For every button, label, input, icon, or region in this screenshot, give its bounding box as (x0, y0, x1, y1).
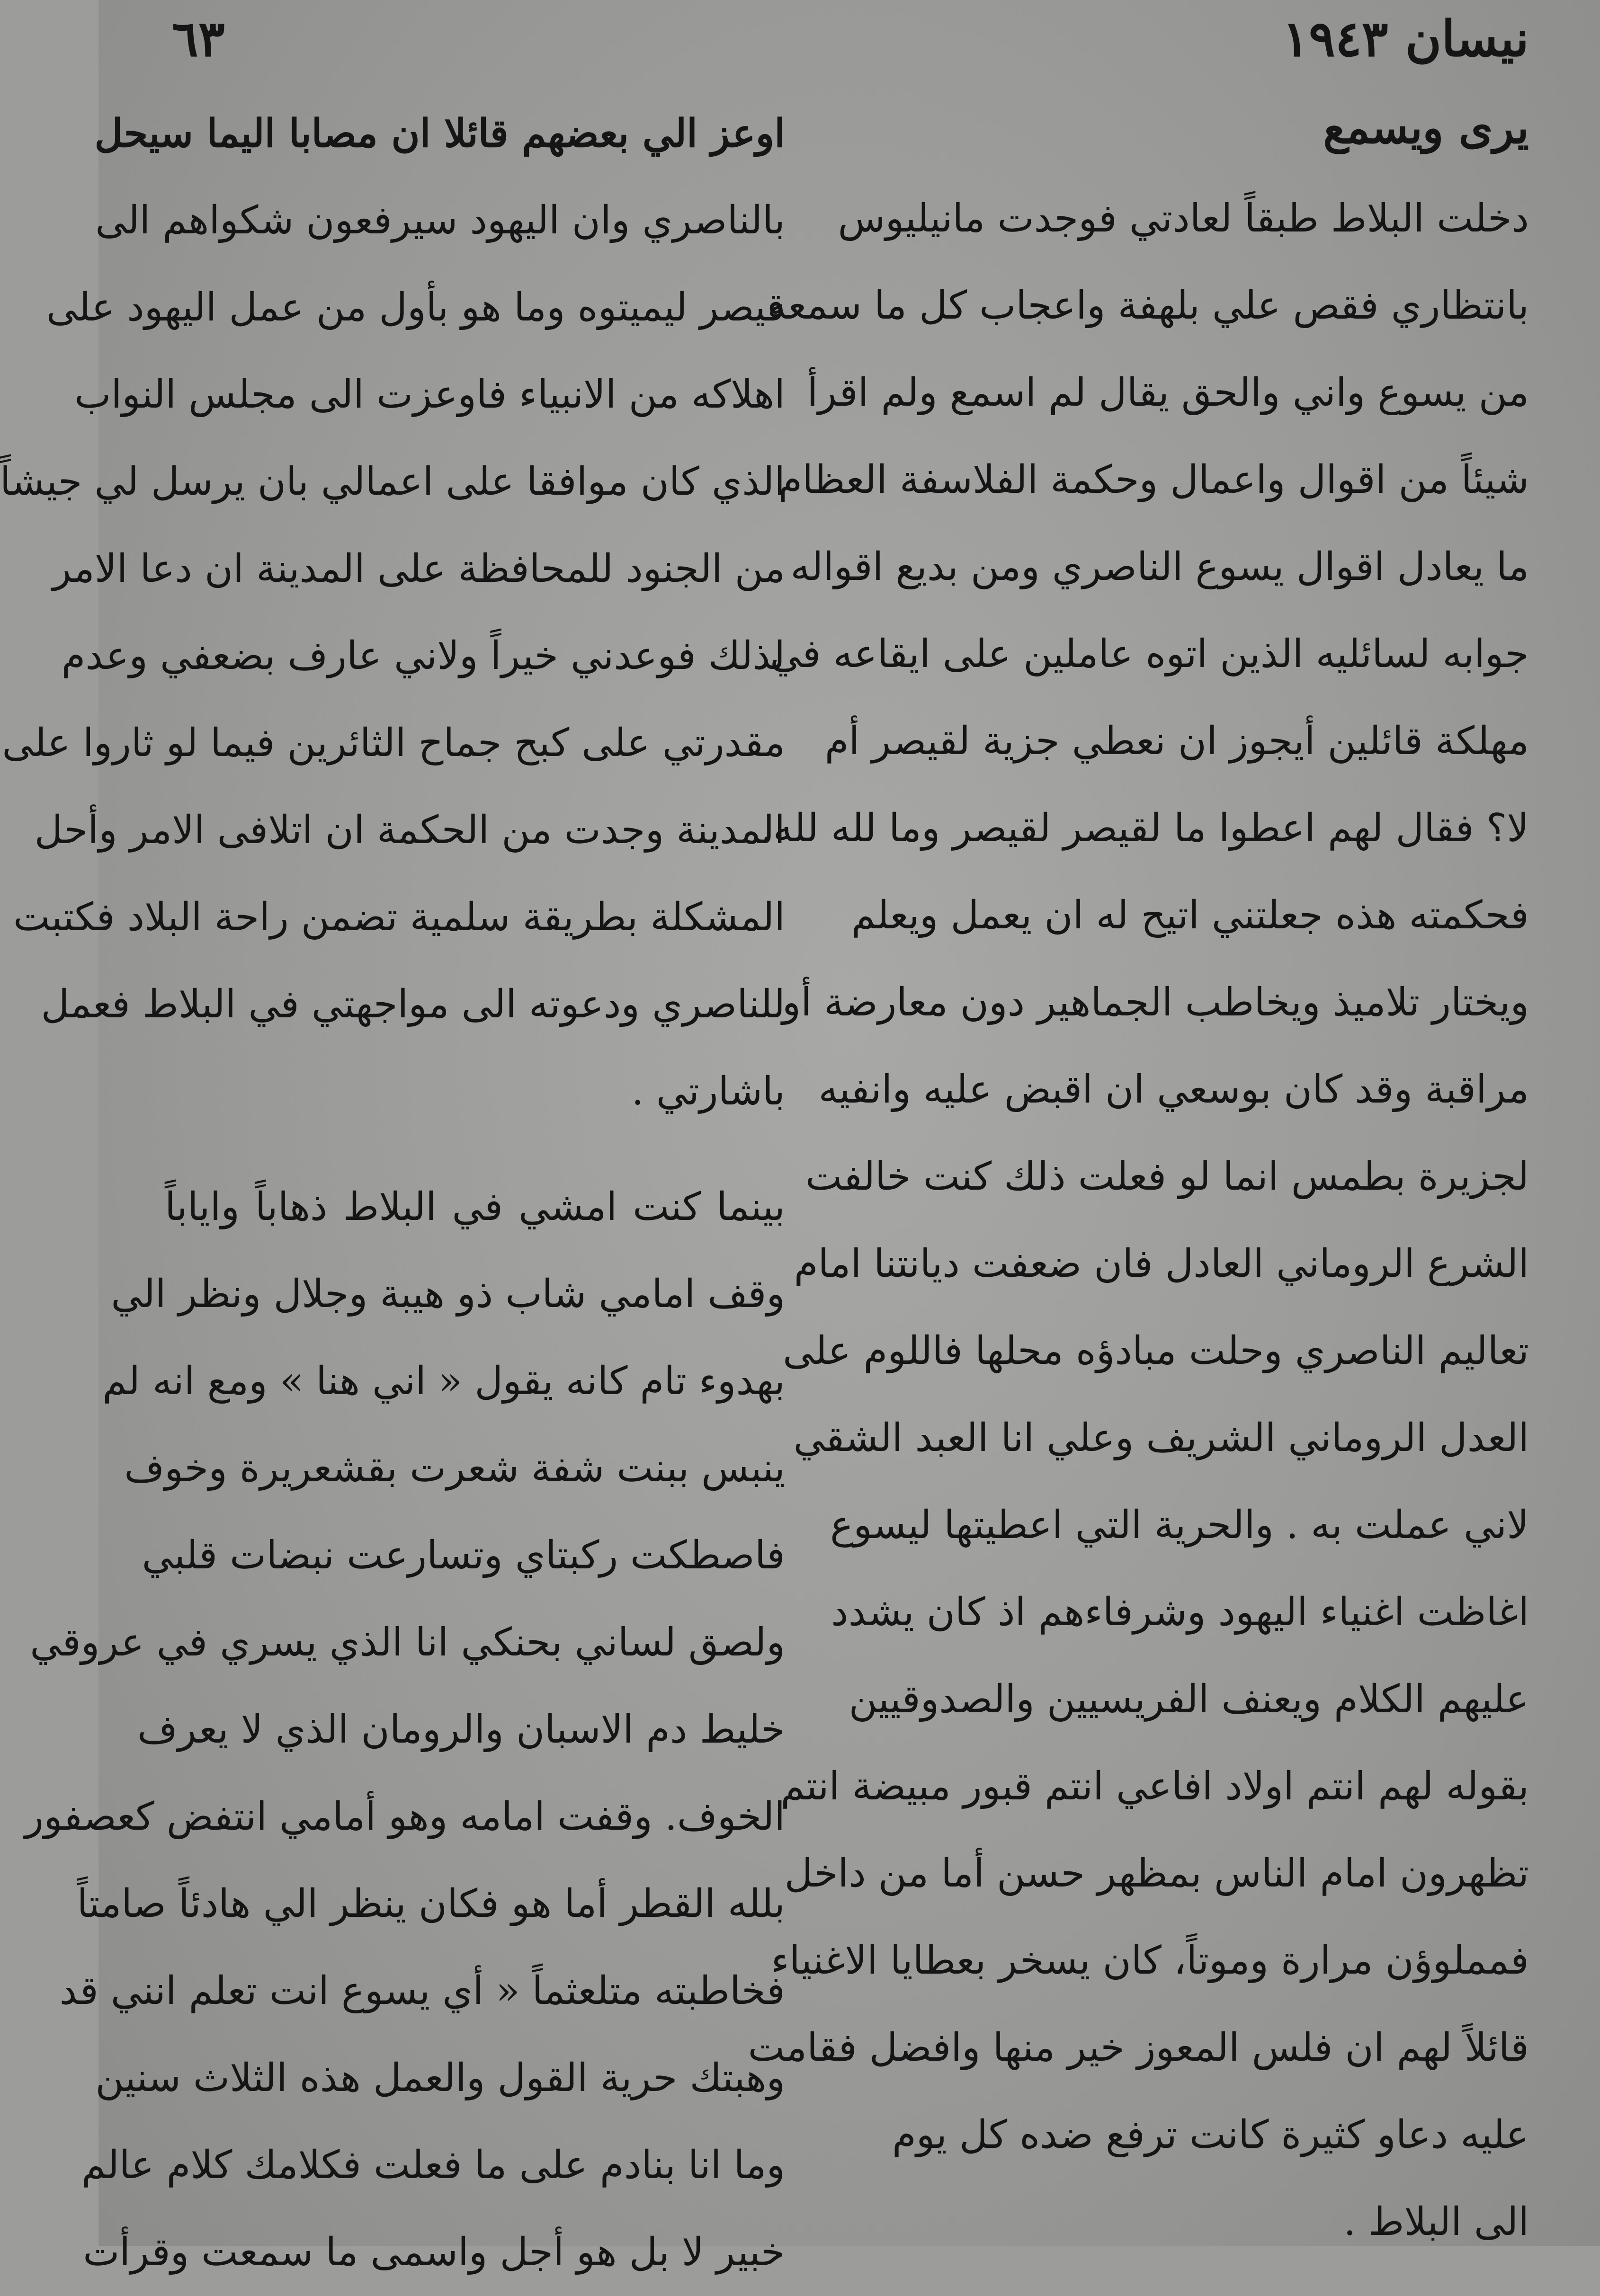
text-line: فاصطكت ركبتاي وتسارعت نبضات قلبي (142, 1533, 785, 1578)
text-line: لاني عملت به . والحرية التي اعطيتها ليسوع (830, 1503, 1529, 1548)
right-column-lines (748, 175, 1529, 2266)
text-line: مراقبة وقد كان بوسعي ان اقبض عليه وانفيه (818, 1067, 1529, 1112)
paragraph-gap (165, 1135, 785, 1164)
text-line: دخلت البلاط طبقاً لعادتي فوجدت مانيليوس (838, 196, 1529, 241)
text-line: الخوف. وقفت امامه وهو أمامي انتفض كعصفور (25, 1794, 785, 1839)
text-line: المشكلة بطريقة سلمية تضمن راحة البلاد فكتبت (13, 895, 785, 940)
text-line: للناصري ودعوته الى مواجهتي في البلاط فعمل (41, 982, 785, 1027)
text-line: بانتظاري فقص علي بلهفة واعجاب كل ما سمعه (767, 283, 1529, 328)
text-line: خليط دم الاسبان والرومان الذي لا يعرف (137, 1707, 785, 1752)
text-line: تعاليم الناصري وحلت مبادؤه محلها فاللوم على (783, 1328, 1529, 1373)
text-line: لذلك فوعدني خيراً ولاني عارف بضعفي وعدم (61, 633, 785, 678)
text-line: فمملوؤن مرارة وموتاً، كان يسخر بعطايا الاغنياء (771, 1938, 1529, 1983)
text-line: فخاطبته متلعثماً « أي يسوع انت تعلم انني قد (59, 1968, 785, 2013)
text-line: بينما كنت امشي في البلاط ذهاباً واياباً (165, 1184, 785, 1229)
text-line: الذي كان موافقا على اعمالي بان يرسل لي جيشاً (0, 459, 785, 504)
text-line: لا؟ فقال لهم اعطوا ما لقيصر لقيصر وما لله لله. (760, 806, 1529, 851)
text-line: ويختار تلاميذ ويخاطب الجماهير دون معارضة أو (782, 980, 1529, 1025)
text-line: الى البلاط . (1343, 2199, 1529, 2244)
text-line: من الجنود للمحافظة على المدينة ان دعا الامر (52, 546, 785, 591)
text-line: وقف امامي شاب ذو هيبة وجلال ونظر الي (111, 1272, 785, 1317)
page-number: ٦٣ (172, 9, 225, 68)
text-line: قائلاً لهم ان فلس المعوز خير منها وافضل فقامت (748, 2025, 1529, 2070)
text-line: ينبس ببنت شفة شعرت بقشعريرة وخوف (124, 1446, 785, 1491)
text-line: مهلكة قائلين أيجوز ان نعطي جزية لقيصر أم (824, 719, 1529, 764)
text-line: عليه دعاو كثيرة كانت ترفع ضده كل يوم (892, 2112, 1529, 2157)
text-line: اغاظت اغنياء اليهود وشرفاءهم اذ كان يشدد (831, 1590, 1529, 1635)
text-line: اوعز الي بعضهم قائلا ان مصابا اليما سيحل (94, 111, 785, 156)
text-line: بقوله لهم انتم اولاد افاعي انتم قبور مبيضة انتم (780, 1764, 1529, 1809)
text-line: مقدرتي على كبح جماح الثائرين فيما لو ثاروا على (2, 721, 785, 765)
left-column-paragraph-2 (25, 1164, 785, 2296)
text-line: بالناصري وان اليهود سيرفعون شكواهم الى (95, 198, 785, 243)
text-line: عليهم الكلام ويعنف الفريسيين والصدوقيين (849, 1677, 1529, 1722)
text-line: بهدوء تام كانه يقول « اني هنا » ومع انه لم (102, 1359, 785, 1404)
text-line: جوابه لسائليه الذين اتوه عاملين على ايقاعه في (770, 632, 1529, 676)
text-line: العدل الروماني الشريف وعلي انا العبد الشقي (793, 1415, 1529, 1460)
text-line: قيصر ليميتوه وما هو بأول من عمل اليهود على (46, 285, 785, 330)
right-column (748, 90, 1529, 2266)
issue-date: نيسان ١٩٤٣ (1282, 9, 1529, 68)
left-column (0, 90, 785, 2296)
left-column-paragraph-1 (0, 90, 785, 1135)
text-line: تظهرون امام الناس بمظهر حسن أما من داخل (784, 1851, 1529, 1896)
text-line: خبير لا بل هو أجل واسمى ما سمعت وقرأت (83, 2230, 785, 2275)
text-line: المدينة وجدت من الحكمة ان اتلافى الامر وأحل (34, 808, 785, 853)
text-line: لجزيرة بطمس انما لو فعلت ذلك كنت خالفت (805, 1154, 1529, 1199)
text-line: ما يعادل اقوال يسوع الناصري ومن بديع اقواله (790, 544, 1529, 589)
text-line: وهبتك حرية القول والعمل هذه الثلاث سنين (95, 2056, 785, 2100)
text-line: من يسوع واني والحق يقال لم اسمع ولم اقرأ (807, 370, 1529, 415)
text-line: باشارتي . (631, 1069, 785, 1114)
text-line: بلله القطر أما هو فكان ينظر الي هادئاً صامتاً (77, 1881, 785, 1926)
text-line: الشرع الروماني العادل فان ضعفت ديانتنا امام (794, 1241, 1529, 1286)
text-line: ولصق لساني بحنكي انا الذي يسري في عروقي (30, 1620, 785, 1665)
text-line: شيئاً من اقوال واعمال وحكمة الفلاسفة العظام (778, 457, 1529, 502)
text-line: وما انا بنادم على ما فعلت فكلامك كلام عالم (81, 2143, 785, 2188)
text-line: اهلاكه من الانبياء فاوعزت الى مجلس النواب (74, 372, 785, 417)
article-title: يرى ويسمع (1323, 102, 1529, 153)
text-line: فحكمته هذه جعلتني اتيح له ان يعمل ويعلم (851, 893, 1529, 938)
